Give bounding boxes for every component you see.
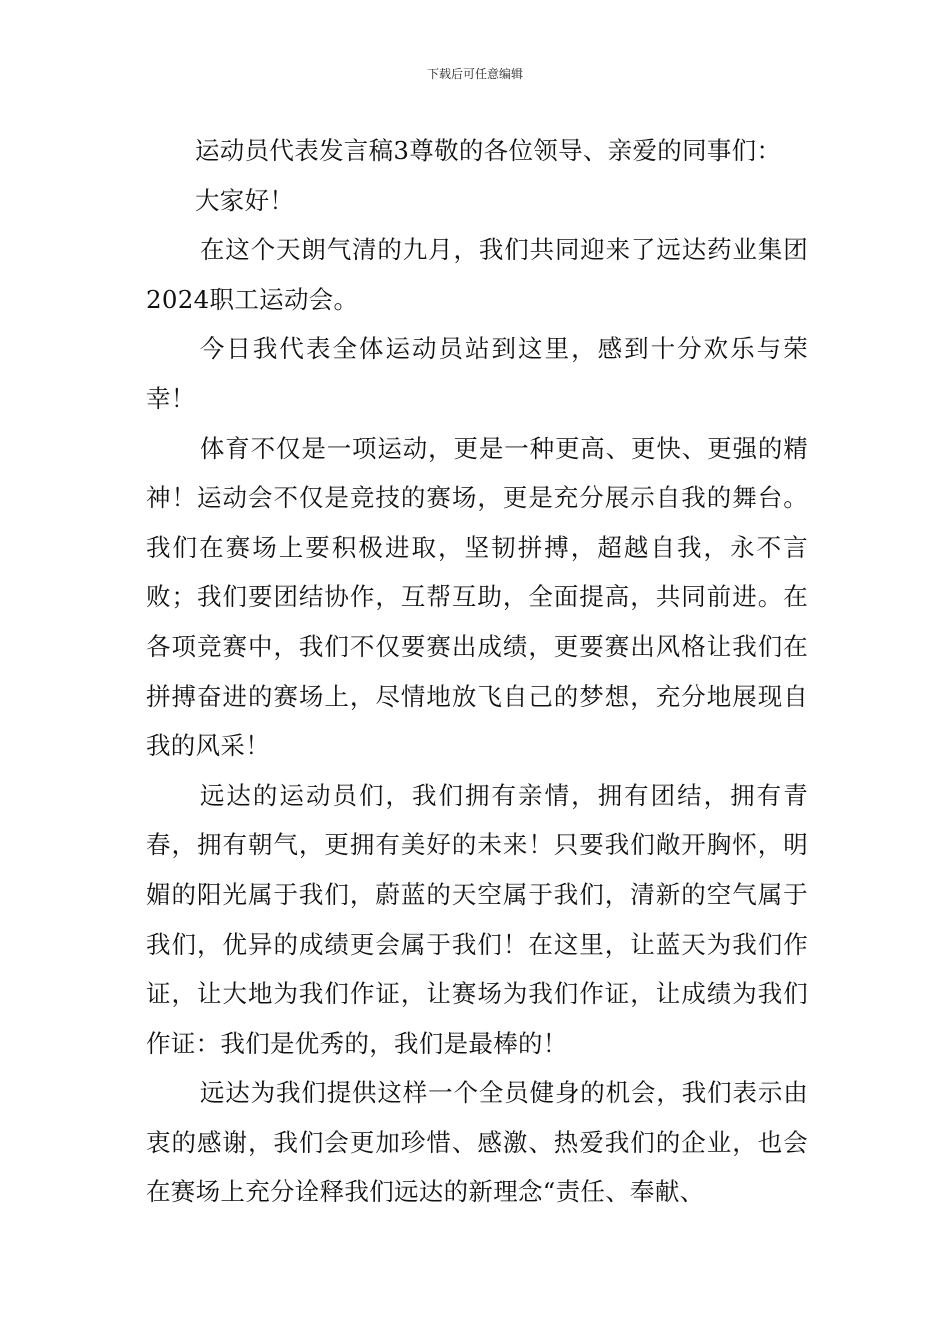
paragraph-athletes: 远达的运动员们，我们拥有亲情，拥有团结，拥有青春，拥有朝气，更拥有美好的未来！只要我们敞开胸怀，明媚的阳光属于我们，蔚蓝的天空属于我们，清新的空气属于我们，优异的成绩更会属于我们！在这里，让蓝天为我们作证，让大地为我们作证，让赛场为我们作证，让成绩为我们作证：我们是优秀的，我们是最棒的！ xyxy=(146,780,808,1058)
paragraph-sports-spirit: 体育不仅是一项运动，更是一种更高、更快、更强的精神！运动会不仅是竞技的赛场，更是充分展示自我的舞台。我们在赛场上要积极进取，坚韧拼搏，超越自我，永不言败；我们要团结协作，互帮互助，全面提高，共同前进。在各项竞赛中，我们不仅要赛出成绩，更要赛出风格让我们在拼搏奋进的赛场上，尽情地放飞自己的梦想，充分地展现自我的风采！ xyxy=(146,433,808,761)
paragraph-opening: 在这个天朗气清的九月，我们共同迎来了远达药业集团2024职工运动会。 xyxy=(146,235,808,314)
page-header-note: 下载后可任意编辑 xyxy=(426,67,523,81)
paragraph-title-greeting: 运动员代表发言稿3尊敬的各位领导、亲爱的同事们： xyxy=(195,136,782,165)
paragraph-hello: 大家好！ xyxy=(195,185,295,215)
paragraph-representative: 今日我代表全体运动员站到这里，感到十分欢乐与荣幸！ xyxy=(146,334,808,413)
paragraph-gratitude: 远达为我们提供这样一个全员健身的机会，我们表示由衷的感谢，我们会更加珍惜、感激、热爱我们的企业，也会在赛场上充分诠释我们远达的新理念“责任、奉献、 xyxy=(146,1078,808,1207)
document-body xyxy=(146,126,808,1217)
